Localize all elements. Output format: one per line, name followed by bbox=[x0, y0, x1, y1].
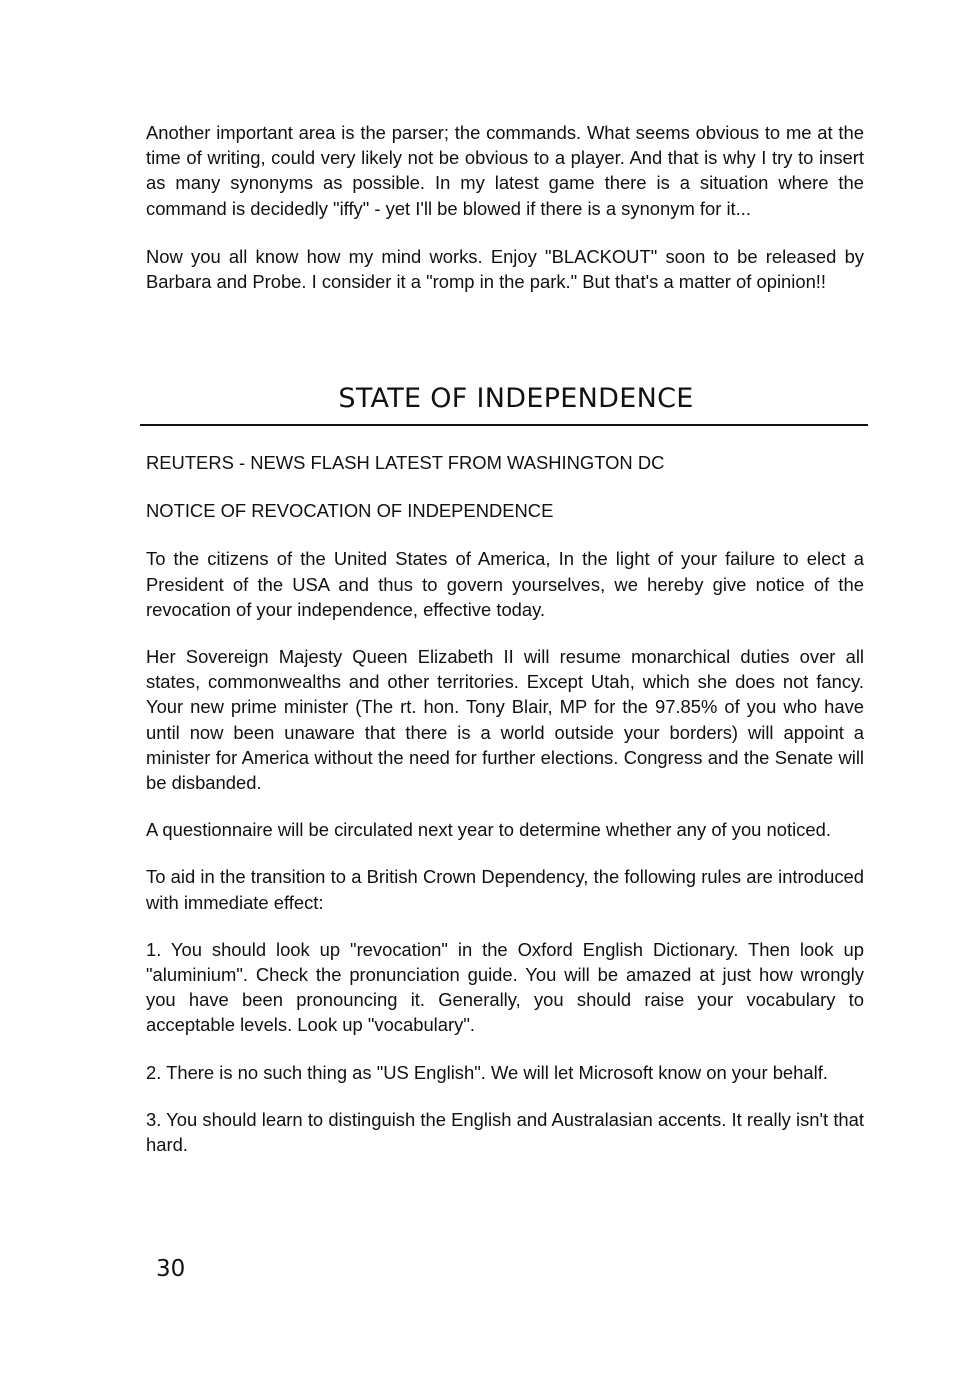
article-body bbox=[146, 450, 864, 1157]
article-paragraph: To the citizens of the United States of America, In the light of your failure to elect a President of the USA and thus to govern yourselves, we hereby give notice of the revocation of your independence, effective today. bbox=[146, 548, 864, 620]
intro-paragraph-blackout: Now you all know how my mind works. Enjoy "BLACKOUT" soon to be released by Barbara and Probe. I consider it a "romp in the park." But that's a matter of opinion!! bbox=[146, 245, 864, 293]
intro-paragraph-parser: Another important area is the parser; the commands. What seems obvious to me at the time of writing, could very likely not be obvious to a player. And that is why I try to insert as many synonyms as possible. In my latest game there is a situation where the command is decidedly "iffy" - yet I'll be blowed if there is a synonym for it... bbox=[146, 122, 864, 219]
rule-item: 1. You should look up "revocation" in the Oxford English Dictionary. Then look up "aluminium". Check the pronunciation guide. You will be amazed at just how wrongly you have been pronouncing it. Generally, you should raise your vocabulary to acceptable levels. Look up "vocabulary". bbox=[146, 938, 864, 1036]
article-dateline: REUTERS - NEWS FLASH LATEST FROM WASHINGTON DC bbox=[146, 452, 665, 473]
article-paragraph: Her Sovereign Majesty Queen Elizabeth II will resume monarchical duties over all states, commonwealths and other territories. Except Utah, which she does not fancy. Your new prime minister (The rt. hon. Tony Blair, MP for the 97.85% of you who have until now been unaware that there is a world outside your borders) will appoint a minister for America without the need for further elections. Congress and the Senate will be disbanded. bbox=[146, 646, 864, 794]
rule-item: 2. There is no such thing as "US English". We will let Microsoft know on your behalf. bbox=[146, 1061, 828, 1083]
rule-item: 3. You should learn to distinguish the English and Australasian accents. It really isn't that hard. bbox=[146, 1108, 864, 1156]
article-notice-heading: NOTICE OF REVOCATION OF INDEPENDENCE bbox=[146, 500, 554, 522]
article-paragraph: A questionnaire will be circulated next year to determine whether any of you noticed. bbox=[146, 819, 831, 841]
page-number: 30 bbox=[156, 1256, 186, 1282]
section-title: STATE OF INDEPENDENCE bbox=[338, 383, 694, 414]
title-divider bbox=[140, 424, 868, 426]
section-title-wrap bbox=[146, 382, 864, 416]
intro-section bbox=[146, 120, 864, 414]
article-paragraph: To aid in the transition to a British Crown Dependency, the following rules are introduced with immediate effect: bbox=[146, 866, 864, 913]
